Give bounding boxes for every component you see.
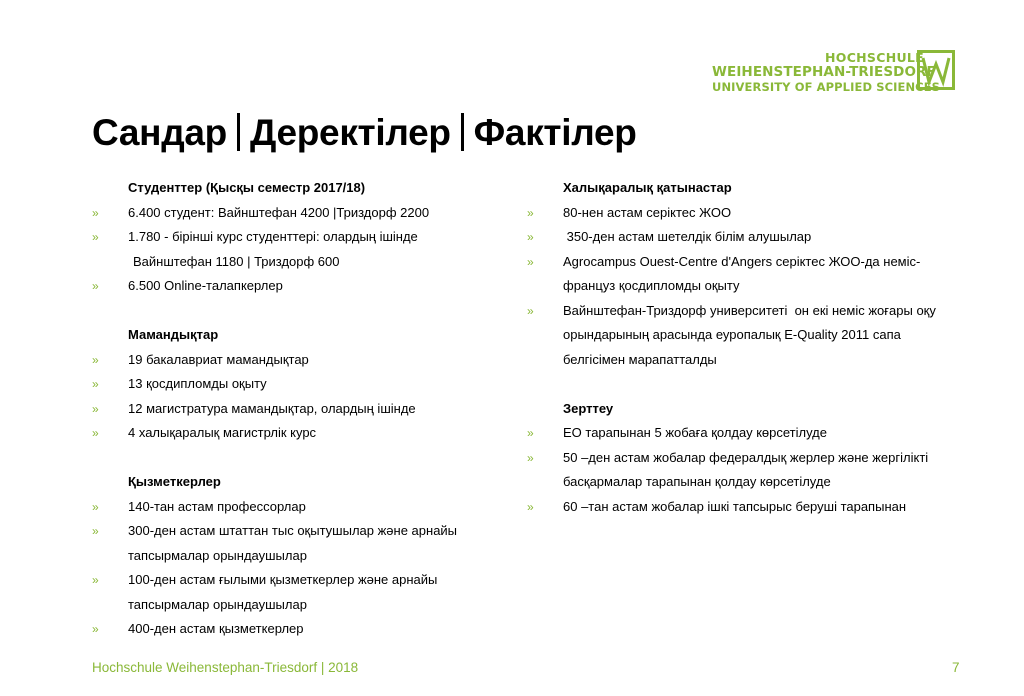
- list-item: » 400-ден астам қызметкерлер: [92, 617, 492, 642]
- logo-line-2: WEIHENSTEPHAN-TRIESDORF: [712, 64, 936, 80]
- bullet-icon: »: [92, 524, 99, 538]
- list-item: » 300-ден астам штаттан тыс оқытушылар және арнайы: [92, 519, 492, 544]
- section-heading-research: Зерттеу: [563, 400, 614, 416]
- list-item: » Agrocampus Ouest-Centre d'Angers серіктес ЖОО-да неміс-: [527, 250, 957, 275]
- bullet-icon: »: [92, 230, 99, 244]
- section-heading-staff: Қызметкерлер: [128, 474, 221, 489]
- list-item-continuation: басқармалар тарапынан қолдау көрсетілуде: [563, 474, 831, 489]
- list-item: » 140-тан астам профессорлар: [92, 495, 492, 520]
- bullet-icon: »: [92, 279, 99, 293]
- bullet-icon: »: [527, 499, 534, 514]
- list-item-continuation: тапсырмалар орындаушылар: [128, 596, 307, 612]
- list-item: » 12 магистратура мамандықтар, олардың ішінде: [92, 397, 492, 422]
- list-item: » 100-ден астам ғылыми қызметкерлер және арнайы: [92, 568, 492, 593]
- bullet-icon: »: [527, 230, 534, 244]
- logo-line-1: HOCHSCHULE: [825, 50, 925, 65]
- spacer: [527, 372, 957, 397]
- title-separator: [461, 113, 464, 151]
- list-item-continuation: белгісімен марапатталды: [563, 351, 717, 367]
- bullet-icon: »: [92, 205, 99, 220]
- spacer: [92, 446, 492, 471]
- page-title: [92, 112, 637, 154]
- bullet-icon: »: [92, 401, 99, 416]
- list-item: » 1.780 - бірінші курс студенттері: олардың ішінде: [92, 225, 492, 250]
- bullet-icon: »: [527, 450, 534, 465]
- bullet-icon: »: [527, 303, 534, 318]
- right-column: [527, 176, 957, 519]
- bullet-icon: »: [527, 254, 534, 269]
- bullet-icon: »: [527, 205, 534, 220]
- title-separator: [237, 113, 240, 151]
- list-item: » 19 бакалавриат мамандықтар: [92, 348, 492, 373]
- title-part-3: Фактілер: [473, 112, 637, 153]
- list-item: » 80-нен астам серіктес ЖОО: [527, 201, 957, 226]
- bullet-icon: »: [92, 352, 99, 367]
- page-number: 7: [952, 660, 960, 675]
- bullet-icon: »: [92, 377, 99, 391]
- section-heading-students: Студенттер (Қысқы семестр 2017/18): [128, 180, 366, 195]
- bullet-icon: »: [92, 573, 99, 587]
- left-column: [92, 176, 492, 642]
- list-item: » 350-ден астам шетелдік білім алушылар: [527, 225, 957, 250]
- list-item-continuation: француз қосдипломды оқыту: [563, 278, 740, 293]
- logo-text: [712, 50, 940, 95]
- list-item: » ЕО тарапынан 5 жобаға қолдау көрсетілуде: [527, 421, 957, 446]
- list-item: » 60 –тан астам жобалар ішкі тапсырыс беруші тарапынан: [527, 495, 957, 520]
- list-item: » 6.400 студент: Вайнштефан 4200 |Триздорф 2200: [92, 201, 492, 226]
- list-item: » 4 халықаралық магистрлік курс: [92, 421, 492, 446]
- title-part-1: Сандар: [92, 112, 227, 153]
- bullet-icon: »: [527, 426, 534, 440]
- list-item-continuation: тапсырмалар орындаушылар: [128, 547, 307, 563]
- bullet-icon: »: [92, 499, 99, 514]
- list-item: » Вайнштефан-Триздорф университеті он екі неміс жоғары оқу: [527, 299, 957, 324]
- list-item: » 6.500 Online-талапкерлер: [92, 274, 492, 299]
- list-item: » 50 –ден астам жобалар федералдық жерлер және жергілікті: [527, 446, 957, 471]
- university-logo: [712, 48, 968, 96]
- bullet-icon: »: [92, 622, 99, 636]
- logo-line-3: UNIVERSITY OF APPLIED SCIENCES: [712, 80, 941, 94]
- section-heading-specialties: Мамандықтар: [128, 327, 219, 342]
- list-item-continuation: Вайнштефан 1180 | Триздорф 600: [133, 253, 340, 269]
- title-part-2: Деректілер: [249, 112, 451, 153]
- list-item: » 13 қосдипломды оқыту: [92, 372, 492, 397]
- footer-text: Hochschule Weihenstephan-Triesdorf | 2018: [92, 660, 359, 675]
- logo-mark-icon: [917, 50, 955, 90]
- spacer: [92, 299, 492, 324]
- list-item-continuation: орындарының арасында еуропалық E-Quality 2011 сапа: [563, 327, 901, 342]
- bullet-icon: »: [92, 426, 99, 440]
- section-heading-international: Халықаралық қатынастар: [563, 180, 732, 195]
